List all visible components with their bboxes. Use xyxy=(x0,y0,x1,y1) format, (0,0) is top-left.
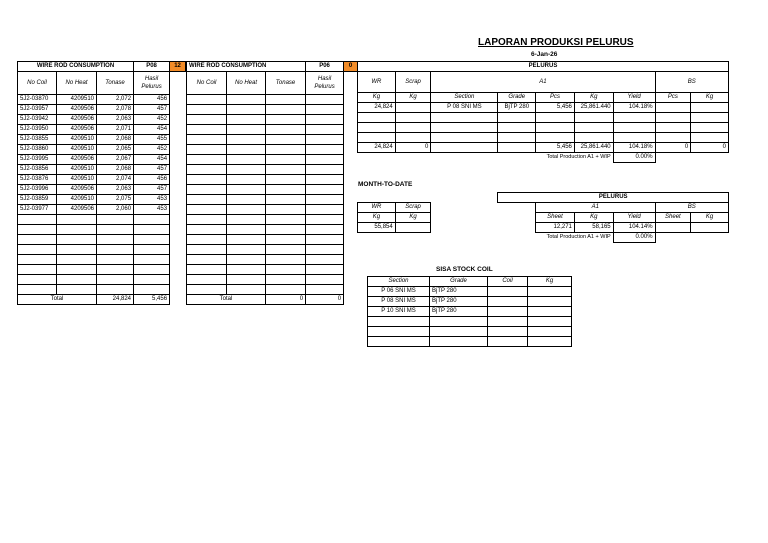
table-cell: 5J2-03942 xyxy=(18,115,57,125)
table-row xyxy=(18,205,186,215)
mtd-wip-label: Total Production A1 + WIP xyxy=(546,234,611,241)
table-row xyxy=(358,223,729,233)
table-row xyxy=(368,307,572,317)
subheader: Kg xyxy=(395,213,431,223)
subheader: Grade xyxy=(498,93,536,103)
subheader: Kg xyxy=(691,213,729,223)
wire-rod-table-p06 xyxy=(186,61,358,305)
table-row xyxy=(187,105,358,115)
subheader: Pcs xyxy=(536,93,575,103)
table-row xyxy=(187,225,358,235)
table-row xyxy=(368,287,572,297)
mtd-wip-value: 0.00% xyxy=(613,233,655,243)
table-cell: 4209510 xyxy=(57,135,97,145)
mtd-yield: 104.14% xyxy=(613,223,655,233)
subheader: Kg xyxy=(358,93,396,103)
wr-header: WR xyxy=(358,203,396,213)
total-wr: 24,824 xyxy=(358,143,396,153)
column-header: Kg xyxy=(528,277,572,287)
report-date: 6-Jan-26 xyxy=(531,51,558,58)
table-row xyxy=(18,275,186,285)
table-cell: 4209506 xyxy=(57,205,97,215)
subheader: Kg xyxy=(358,213,396,223)
table-cell: 5J2-03870 xyxy=(18,95,57,105)
column-header: Section xyxy=(368,277,430,287)
total-kg: 25,861.440 xyxy=(574,143,613,153)
bs-header: BS xyxy=(655,72,728,93)
yield-value: 104.18% xyxy=(613,103,655,113)
table-row xyxy=(368,327,572,337)
table-row xyxy=(18,155,186,165)
table-cell: 5J2-03860 xyxy=(18,145,57,155)
table-cell: 2,065 xyxy=(97,145,134,155)
table-row xyxy=(187,285,358,295)
table-cell: 4209506 xyxy=(57,115,97,125)
table-row xyxy=(18,255,186,265)
section-value: P 08 SNI MS xyxy=(431,103,498,113)
wr-kg: 24,824 xyxy=(358,103,396,113)
table-cell: 2,068 xyxy=(97,165,134,175)
wip-label: Total Production A1 + WIP xyxy=(546,154,611,161)
total-label: Total xyxy=(18,295,97,305)
total-label: Total xyxy=(187,295,266,305)
table-row xyxy=(18,175,186,185)
table-cell: 4209506 xyxy=(57,155,97,165)
table-cell: 4209506 xyxy=(57,185,97,195)
table-cell: 453 xyxy=(134,205,170,215)
table-row xyxy=(187,265,358,275)
table-row xyxy=(187,165,358,175)
wire-rod-table-p08 xyxy=(17,61,186,305)
mtd-wr: 55,854 xyxy=(358,223,396,233)
table-cell: 4209510 xyxy=(57,175,97,185)
column-header: Grade xyxy=(430,277,488,287)
table-row xyxy=(18,265,186,275)
table-cell: 2,063 xyxy=(97,185,134,195)
total-row xyxy=(18,295,186,305)
table-row xyxy=(18,245,186,255)
column-header: Hasil Pelurus xyxy=(306,72,344,95)
table-cell: 454 xyxy=(134,125,170,135)
total-bs-pcs: 0 xyxy=(655,143,691,153)
wr-header: WR xyxy=(358,72,396,93)
table-row xyxy=(368,317,572,327)
subheader: Sheet xyxy=(536,213,575,223)
table-row xyxy=(187,195,358,205)
column-header: No Coil xyxy=(187,72,227,95)
column-header: Tonase xyxy=(266,72,306,95)
table-cell: 456 xyxy=(134,175,170,185)
table-cell: 5J2-03957 xyxy=(18,105,57,115)
table-row xyxy=(187,215,358,225)
section-title: PELURUS xyxy=(358,62,729,72)
table-cell: 456 xyxy=(134,95,170,105)
table-cell: 5J2-03856 xyxy=(18,165,57,175)
table-row xyxy=(18,185,186,195)
kg-value: 25,861.440 xyxy=(574,103,613,113)
table-row xyxy=(187,235,358,245)
subheader: Pcs xyxy=(655,93,691,103)
table-row xyxy=(187,245,358,255)
table-cell: 2,068 xyxy=(97,135,134,145)
table-row xyxy=(187,145,358,155)
table-cell: 5J2-03855 xyxy=(18,135,57,145)
total-yield: 104.18% xyxy=(613,143,655,153)
stock-grade: BjTP 280 xyxy=(430,287,488,297)
table-cell: 4209510 xyxy=(57,145,97,155)
wip-value: 0.00% xyxy=(613,153,655,163)
table-row xyxy=(187,125,358,135)
mtd-sheet: 12,271 xyxy=(536,223,575,233)
table-row xyxy=(18,285,186,295)
column-header: No Coil xyxy=(18,72,57,95)
table-row xyxy=(18,235,186,245)
stock-section: P 10 SNI MS xyxy=(368,307,430,317)
table-row xyxy=(18,225,186,235)
stock-title: SISA STOCK COIL xyxy=(436,266,493,273)
report-title: LAPORAN PRODUKSI PELURUS xyxy=(478,37,634,48)
table-row xyxy=(358,103,729,113)
column-header: Coil xyxy=(488,277,528,287)
table-cell: 453 xyxy=(134,195,170,205)
total-scrap: 0 xyxy=(395,143,431,153)
wire-rod-header: WIRE ROD CONSUMPTION xyxy=(18,62,134,72)
table-cell: 2,072 xyxy=(97,95,134,105)
stock-section: P 08 SNI MS xyxy=(368,297,430,307)
mtd-kg: 58,165 xyxy=(574,223,613,233)
total-tonase: 0 xyxy=(266,295,306,305)
coil-count: 0 xyxy=(344,62,358,72)
table-cell: 4209510 xyxy=(57,95,97,105)
table-row xyxy=(18,105,186,115)
table-row xyxy=(18,125,186,135)
table-row xyxy=(18,195,186,205)
table-row xyxy=(187,115,358,125)
bs-header: BS xyxy=(655,203,728,213)
table-row xyxy=(18,115,186,125)
table-row xyxy=(368,297,572,307)
table-cell: 5J2-03859 xyxy=(18,195,57,205)
table-cell: 5J2-03977 xyxy=(18,205,57,215)
column-header: Tonase xyxy=(97,72,134,95)
stock-grade: BjTP 280 xyxy=(430,297,488,307)
subheader: Kg xyxy=(395,93,431,103)
table-cell: 5J2-03995 xyxy=(18,155,57,165)
scrap-header: Scrap xyxy=(395,203,431,213)
table-cell: 4209506 xyxy=(57,125,97,135)
pcs-value: 5,456 xyxy=(536,103,575,113)
table-cell: 2,067 xyxy=(97,155,134,165)
table-row xyxy=(368,337,572,347)
table-row xyxy=(187,155,358,165)
total-row xyxy=(358,143,729,153)
table-cell: 4209510 xyxy=(57,195,97,205)
table-cell: 5J2-03950 xyxy=(18,125,57,135)
table-cell: 452 xyxy=(134,115,170,125)
total-bs-kg: 0 xyxy=(691,143,729,153)
table-cell: 5J2-03996 xyxy=(18,185,57,195)
mtd-section-title: PELURUS xyxy=(498,193,729,203)
subheader: Yield xyxy=(613,93,655,103)
subheader: Kg xyxy=(574,213,613,223)
coil-count: 12 xyxy=(170,62,186,72)
subheader: Kg xyxy=(691,93,729,103)
table-row xyxy=(187,135,358,145)
subheader: Section xyxy=(431,93,498,103)
table-row xyxy=(18,145,186,155)
grade-value: BjTP 280 xyxy=(498,103,536,113)
table-cell: 2,074 xyxy=(97,175,134,185)
table-row xyxy=(187,95,358,105)
column-header: Hasil Pelurus xyxy=(134,72,170,95)
column-header: No Heat xyxy=(57,72,97,95)
subheader: Kg xyxy=(574,93,613,103)
table-row xyxy=(187,185,358,195)
total-hasil: 5,456 xyxy=(134,295,170,305)
stock-section: P 06 SNI MS xyxy=(368,287,430,297)
total-row xyxy=(187,295,358,305)
total-pcs: 5,456 xyxy=(536,143,575,153)
table-row xyxy=(18,165,186,175)
stock-grade: BjTP 280 xyxy=(430,307,488,317)
stock-table xyxy=(367,276,572,347)
table-row xyxy=(187,175,358,185)
line-code: P08 xyxy=(134,62,170,72)
table-cell: 457 xyxy=(134,165,170,175)
table-row xyxy=(18,215,186,225)
table-row xyxy=(187,275,358,285)
line-code: P06 xyxy=(306,62,344,72)
table-cell: 454 xyxy=(134,155,170,165)
table-row xyxy=(187,255,358,265)
column-header: No Heat xyxy=(227,72,266,95)
scrap-header: Scrap xyxy=(395,72,431,93)
table-cell: 2,071 xyxy=(97,125,134,135)
table-cell: 2,063 xyxy=(97,115,134,125)
subheader: Yield xyxy=(613,213,655,223)
wire-rod-header: WIRE ROD CONSUMPTION xyxy=(187,62,306,72)
total-hasil: 0 xyxy=(306,295,344,305)
a1-header: A1 xyxy=(536,203,655,213)
table-cell: 457 xyxy=(134,185,170,195)
table-cell: 2,075 xyxy=(97,195,134,205)
table-cell: 455 xyxy=(134,135,170,145)
table-cell: 2,078 xyxy=(97,105,134,115)
subheader: Sheet xyxy=(655,213,691,223)
table-cell: 452 xyxy=(134,145,170,155)
table-cell: 457 xyxy=(134,105,170,115)
table-row xyxy=(187,205,358,215)
a1-header: A1 xyxy=(431,72,655,93)
daily-production-table xyxy=(357,61,729,163)
mtd-table xyxy=(357,192,729,243)
total-tonase: 24,824 xyxy=(97,295,134,305)
table-cell: 2,060 xyxy=(97,205,134,215)
table-cell: 5J2-03876 xyxy=(18,175,57,185)
table-row xyxy=(18,135,186,145)
mtd-label: MONTH-TO-DATE xyxy=(358,181,413,188)
table-row xyxy=(18,95,186,105)
table-cell: 4209510 xyxy=(57,165,97,175)
table-cell: 4209506 xyxy=(57,105,97,115)
